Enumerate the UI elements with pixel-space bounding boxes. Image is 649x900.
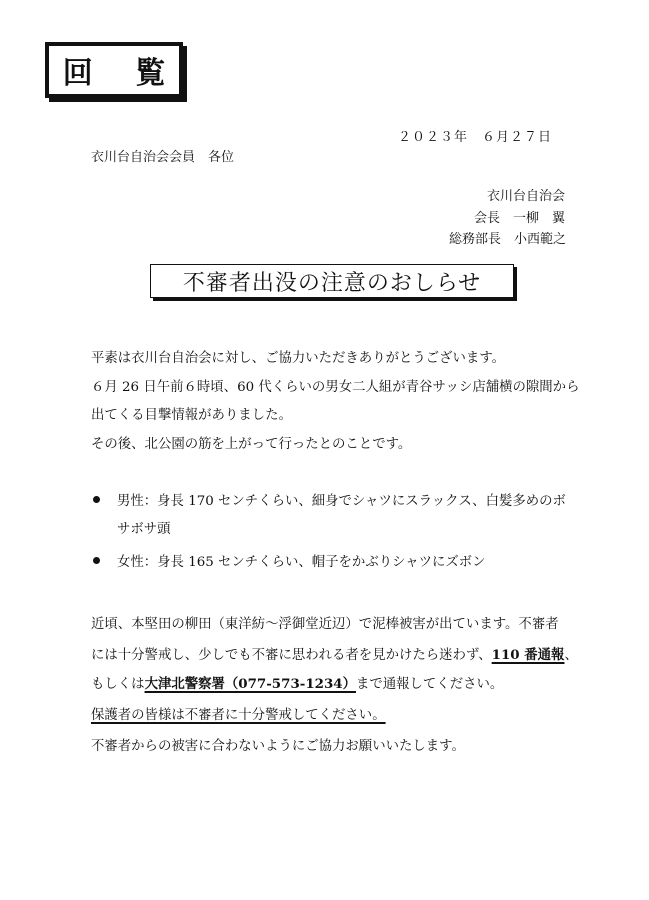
bullet-icon (93, 496, 100, 503)
male-description-line-2: サボサ頭 (117, 522, 171, 537)
notice-line-4 (91, 704, 386, 723)
notice-line-2-punct: 、 (564, 648, 578, 663)
notice-line-3-prefix: もしくは (91, 677, 145, 692)
male-description-line-1: 男性：身長 170 センチくらい、細身でシャツにスラックス、白髪多めのボ (117, 494, 566, 509)
document-date: ２０２３年 ６月２７日 (397, 130, 552, 145)
addressee: 衣川台自治会会員 各位 (91, 150, 235, 165)
notice-title (150, 264, 514, 298)
sender-organization: 衣川台自治会 (487, 189, 566, 204)
notice-line-2-text: には十分警戒し、少しでも不審に思われる者を見かけたら迷わず、 (91, 648, 492, 663)
intro-line-2: ６月 26 日午前６時頃、60 代くらいの男女二人組が青谷サッシ店舗横の隙間から (91, 380, 580, 395)
bullet-icon (93, 557, 100, 564)
police-station-contact: 大津北警察署（077-573-1234） (144, 676, 356, 692)
notice-line-3-suffix: まで通報してください。 (355, 677, 504, 692)
sender-chair: 会長 一柳 翼 (474, 211, 566, 226)
intro-line-1: 平素は衣川台自治会に対し、ご協力いただきありがとうございます。 (91, 351, 506, 366)
circular-notice-label: 回 覧 (45, 42, 183, 98)
notice-line-5: 不審者からの被害に合わないようにご協力お願いいたします。 (91, 739, 465, 754)
notice-line-1: 近頃、本堅田の柳田（東洋紡～浮御堂近辺）で泥棒被害が出ています。不審者 (91, 617, 559, 632)
guardian-warning: 保護者の皆様は不審者に十分警戒してください。 (91, 708, 386, 723)
notice-line-2 (91, 644, 578, 663)
intro-line-3: 出てくる目撃情報がありました。 (91, 408, 292, 423)
notice-title-text: 不審者出没の注意のおしらせ (182, 270, 482, 296)
sender-admin: 総務部長 小西範之 (449, 232, 567, 247)
intro-line-4: その後、北公園の筋を上がって行ったとのことです。 (91, 437, 412, 452)
female-description: 女性：身長 165 センチくらい、帽子をかぶりシャツにズボン (117, 555, 486, 570)
emergency-number: 110 番通報 (491, 647, 565, 663)
notice-line-3 (91, 673, 503, 692)
